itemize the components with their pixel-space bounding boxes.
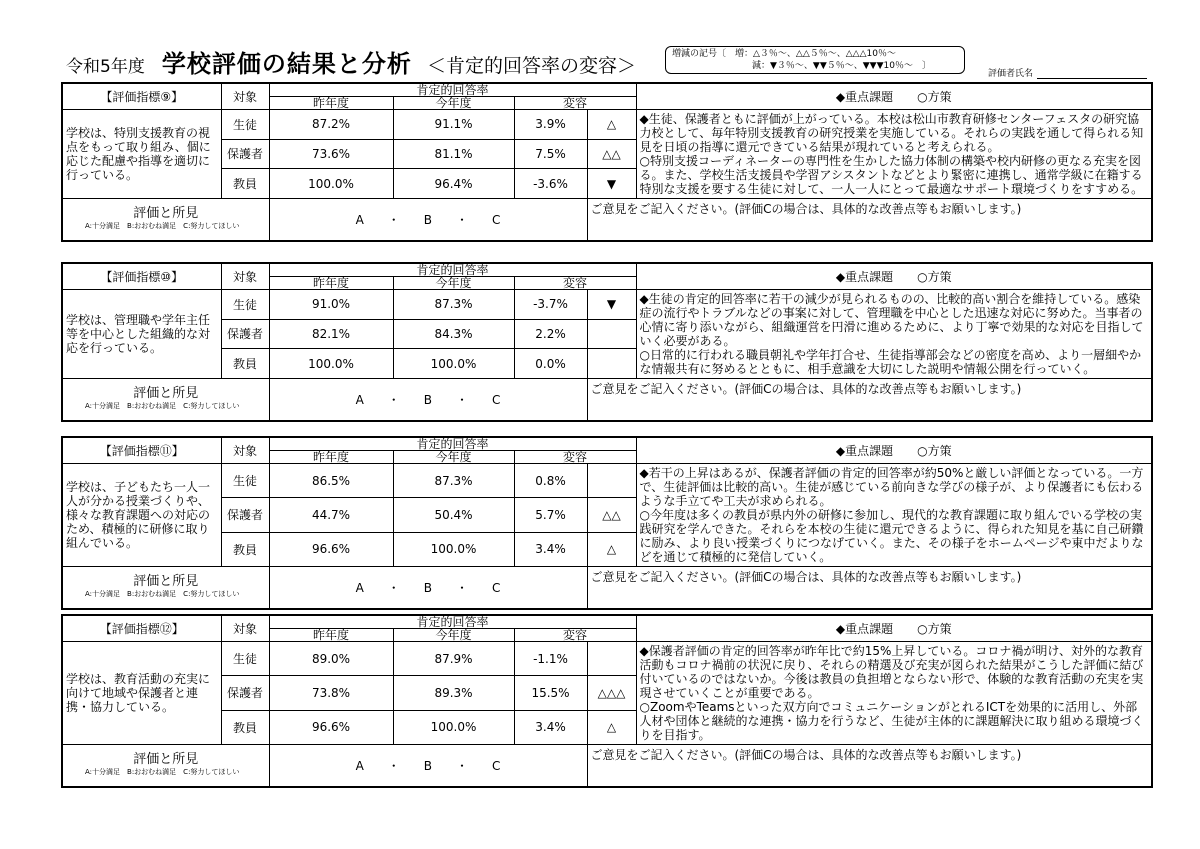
this-year-value: 100.0% bbox=[393, 532, 514, 566]
analysis-text bbox=[636, 110, 1152, 199]
indicator-index: 【評価指標⑫】 bbox=[62, 615, 221, 642]
last-year-header: 昨年度 bbox=[269, 97, 393, 110]
last-year-value: 91.0% bbox=[269, 290, 393, 320]
evaluation-title: 評価と所見 bbox=[133, 386, 199, 402]
last-year-header: 昨年度 bbox=[269, 451, 393, 464]
indicator-description: 学校は、子どもたち一人一人が分かる授業づくりや、様々な教育課題への対応のため、積極的に研修に取り組んでいる。 bbox=[62, 464, 221, 567]
target-cell: 教員 bbox=[221, 532, 269, 566]
comment-field[interactable]: ご意見をご記入ください。(評価Cの場合は、具体的な改善点等もお願いします。) bbox=[587, 567, 1152, 609]
change-value: 7.5% bbox=[514, 139, 587, 169]
evaluation-scale: A:十分満足 B:おおむね満足 C:努力してほしい bbox=[85, 768, 240, 777]
page-title: 学校評価の結果と分析 bbox=[161, 50, 412, 78]
change-value: 3.4% bbox=[514, 710, 587, 744]
change-value: 5.7% bbox=[514, 498, 587, 532]
analysis-text bbox=[636, 464, 1152, 567]
change-value: -3.6% bbox=[514, 169, 587, 199]
change-header: 変容 bbox=[514, 97, 636, 110]
change-mark bbox=[587, 349, 636, 379]
this-year-value: 91.1% bbox=[393, 110, 514, 140]
table-row bbox=[62, 464, 1152, 498]
change-mark bbox=[587, 642, 636, 676]
last-year-value: 100.0% bbox=[269, 169, 393, 199]
rate-header: 肯定的回答率 bbox=[269, 437, 636, 451]
evaluation-block bbox=[61, 614, 1153, 788]
table-row bbox=[62, 110, 1152, 140]
indicator-description: 学校は、教育活動の充実に向けて地域や保護者と連携・協力している。 bbox=[62, 642, 221, 745]
grade-choice[interactable]: A・B・C bbox=[269, 567, 587, 609]
this-year-value: 87.3% bbox=[393, 464, 514, 498]
this-year-header: 今年度 bbox=[393, 629, 514, 642]
evaluation-title: 評価と所見 bbox=[133, 574, 199, 590]
this-year-value: 100.0% bbox=[393, 710, 514, 744]
grade-choice[interactable]: A・B・C bbox=[269, 199, 587, 241]
indicator-index: 【評価指標⑩】 bbox=[62, 263, 221, 290]
target-cell: 教員 bbox=[221, 710, 269, 744]
analysis-paragraph: ◆保護者評価の肯定的回答率が昨年比で約15%上昇している。コロナ禍が明け、対外的な教育活動もコロナ禍前の状況に戻り、それらの精選及び充実が図られた結果がこうした評価に結び付いているのではないか。今後は教員の負担増とならない形で、体験的な教育活動の充実を実現させていくことが重要である。 ○ZoomやTeamsといった双方向でコミュニケーションがとれるICTを効果的に活用し、外部人材や団体と継続的な連携・協力を行うなど、生徒が主体的に課題解決に取り組める環境づくりを目指す。 bbox=[639, 644, 1144, 742]
evaluation-block bbox=[61, 436, 1153, 610]
indicator-index: 【評価指標⑪】 bbox=[62, 437, 221, 464]
change-mark: △ bbox=[587, 110, 636, 140]
rate-header: 肯定的回答率 bbox=[269, 83, 636, 97]
evaluator-label: 評価者氏名 bbox=[988, 69, 1034, 79]
change-value: -3.7% bbox=[514, 290, 587, 320]
last-year-value: 86.5% bbox=[269, 464, 393, 498]
last-year-header: 昨年度 bbox=[269, 629, 393, 642]
evaluation-title: 評価と所見 bbox=[133, 752, 199, 768]
change-value: 2.2% bbox=[514, 319, 587, 349]
target-cell: 教員 bbox=[221, 349, 269, 379]
last-year-value: 87.2% bbox=[269, 110, 393, 140]
last-year-value: 96.6% bbox=[269, 710, 393, 744]
last-year-value: 82.1% bbox=[269, 319, 393, 349]
target-cell: 生徒 bbox=[221, 642, 269, 676]
target-cell: 生徒 bbox=[221, 464, 269, 498]
target-header: 対象 bbox=[221, 437, 269, 464]
target-cell: 保護者 bbox=[221, 319, 269, 349]
comment-field[interactable]: ご意見をご記入ください。(評価Cの場合は、具体的な改善点等もお願いします。) bbox=[587, 379, 1152, 421]
indicator-description: 学校は、特別支援教育の視点をもって取り組み、個に応じた配慮や指導を適切に行っている。 bbox=[62, 110, 221, 199]
table-row bbox=[62, 290, 1152, 320]
this-year-header: 今年度 bbox=[393, 277, 514, 290]
comment-field[interactable]: ご意見をご記入ください。(評価Cの場合は、具体的な改善点等もお願いします。) bbox=[587, 199, 1152, 241]
indicator-description: 学校は、管理職や学年主任等を中心とした組織的な対応を行っている。 bbox=[62, 290, 221, 379]
last-year-value: 89.0% bbox=[269, 642, 393, 676]
evaluation-scale: A:十分満足 B:おおむね満足 C:努力してほしい bbox=[85, 402, 240, 411]
change-mark: △△ bbox=[587, 139, 636, 169]
this-year-header: 今年度 bbox=[393, 97, 514, 110]
last-year-value: 73.6% bbox=[269, 139, 393, 169]
focus-header: ◆重点課題 ○方策 bbox=[636, 615, 1152, 642]
legend-decrease: 減：▼３％～、▼▼５％～、▼▼▼10％～ 〕 bbox=[752, 61, 931, 71]
change-value: 15.5% bbox=[514, 676, 587, 710]
change-symbol-legend bbox=[665, 46, 965, 74]
change-mark bbox=[587, 319, 636, 349]
this-year-value: 50.4% bbox=[393, 498, 514, 532]
focus-header: ◆重点課題 ○方策 bbox=[636, 437, 1152, 464]
last-year-value: 44.7% bbox=[269, 498, 393, 532]
rate-header: 肯定的回答率 bbox=[269, 615, 636, 629]
evaluation-label-cell bbox=[62, 199, 269, 241]
change-mark: ▼ bbox=[587, 290, 636, 320]
indicator-index: 【評価指標⑨】 bbox=[62, 83, 221, 110]
legend-increase: 増減の記号〔 増：△３％～、△△５％～、△△△10％～ bbox=[672, 49, 896, 59]
analysis-paragraph: ◆生徒、保護者ともに評価が上がっている。本校は松山市教育研修センターフェスタの研究協力校として、毎年特別支援教育の研究授業を実施している。それらの実践を通して得られる知見を日頃の指導に還元できている結果が現れていると考えられる。 ○特別支援コーディネーターの専門性を生かした協力体制の構築や校内研修の更なる充実を図る。また、学校生活支援員や学習アシスタントなどとより緊密に連携し、通常学級に在籍する特別な支援を要する生徒に対して、一人一人にとって最適なサポート環境づくりをすすめる。 bbox=[639, 112, 1144, 196]
this-year-value: 84.3% bbox=[393, 319, 514, 349]
analysis-paragraph: ◆若干の上昇はあるが、保護者評価の肯定的回答率が約50%と厳しい評価となっている。一方で、生徒評価は比較的高い。生徒が感じている前向きな学びの様子が、より保護者にも伝わるような手立てや工夫が求められる。 ○今年度は多くの教員が県内外の研修に参加し、現代的な教育課題に取り組んでいる学校の実践研究を学んできた。それらを本校の生徒に還元できるように、得られた知見を基に自己研鑽に励み、より良い授業づくりにつなげていく。また、その様子をホームページや東中だよりなどを通じて積極的に発信していく。 bbox=[639, 466, 1144, 564]
rate-header: 肯定的回答率 bbox=[269, 263, 636, 277]
this-year-value: 96.4% bbox=[393, 169, 514, 199]
target-cell: 生徒 bbox=[221, 290, 269, 320]
fiscal-year: 令和5年度 bbox=[66, 57, 145, 77]
evaluation-title: 評価と所見 bbox=[133, 206, 199, 222]
last-year-header: 昨年度 bbox=[269, 277, 393, 290]
change-value: -1.1% bbox=[514, 642, 587, 676]
target-cell: 教員 bbox=[221, 169, 269, 199]
change-header: 変容 bbox=[514, 629, 636, 642]
change-value: 0.8% bbox=[514, 464, 587, 498]
page-header bbox=[66, 44, 636, 79]
change-mark bbox=[587, 464, 636, 498]
analysis-text bbox=[636, 290, 1152, 379]
change-header: 変容 bbox=[514, 451, 636, 464]
change-mark: △△△ bbox=[587, 676, 636, 710]
last-year-value: 100.0% bbox=[269, 349, 393, 379]
target-header: 対象 bbox=[221, 263, 269, 290]
evaluator-name-line[interactable] bbox=[1037, 78, 1147, 79]
change-mark: △ bbox=[587, 710, 636, 744]
change-mark: △△ bbox=[587, 498, 636, 532]
this-year-value: 89.3% bbox=[393, 676, 514, 710]
evaluation-block bbox=[61, 262, 1153, 422]
target-header: 対象 bbox=[221, 615, 269, 642]
last-year-value: 73.8% bbox=[269, 676, 393, 710]
change-value: 3.4% bbox=[514, 532, 587, 566]
change-value: 0.0% bbox=[514, 349, 587, 379]
evaluation-scale: A:十分満足 B:おおむね満足 C:努力してほしい bbox=[85, 590, 240, 599]
analysis-paragraph: ◆生徒の肯定的回答率に若干の減少が見られるものの、比較的高い割合を維持している。感染症の流行やトラブルなどの事案に対して、管理職を中心とした迅速な対応に努めた。当事者の心情に寄り添いながら、組織運営を円滑に進めるために、より丁寧で効果的な対応を目指していく必要がある。 ○日常的に行われる職員朝礼や学年打合せ、生徒指導部会などの密度を高め、より一層細やかな情報共有に努めるとともに、相手意識を大切にした説明や情報公開を行っていく。 bbox=[639, 292, 1144, 376]
this-year-value: 100.0% bbox=[393, 349, 514, 379]
evaluation-block bbox=[61, 82, 1153, 242]
grade-choice[interactable]: A・B・C bbox=[269, 379, 587, 421]
focus-header: ◆重点課題 ○方策 bbox=[636, 83, 1152, 110]
target-cell: 保護者 bbox=[221, 498, 269, 532]
this-year-value: 87.3% bbox=[393, 290, 514, 320]
evaluation-label-cell bbox=[62, 379, 269, 421]
change-header: 変容 bbox=[514, 277, 636, 290]
grade-choice[interactable]: A・B・C bbox=[269, 745, 587, 787]
evaluation-label-cell bbox=[62, 745, 269, 787]
this-year-value: 87.9% bbox=[393, 642, 514, 676]
analysis-text bbox=[636, 642, 1152, 745]
table-row bbox=[62, 642, 1152, 676]
change-mark: ▼ bbox=[587, 169, 636, 199]
page-subtitle: ＜肯定的回答率の変容＞ bbox=[427, 55, 637, 77]
evaluation-scale: A:十分満足 B:おおむね満足 C:努力してほしい bbox=[85, 222, 240, 231]
this-year-value: 81.1% bbox=[393, 139, 514, 169]
this-year-header: 今年度 bbox=[393, 451, 514, 464]
target-cell: 保護者 bbox=[221, 139, 269, 169]
evaluation-label-cell bbox=[62, 567, 269, 609]
target-cell: 生徒 bbox=[221, 110, 269, 140]
target-cell: 保護者 bbox=[221, 676, 269, 710]
focus-header: ◆重点課題 ○方策 bbox=[636, 263, 1152, 290]
change-value: 3.9% bbox=[514, 110, 587, 140]
evaluator-name bbox=[988, 66, 1147, 79]
change-mark: △ bbox=[587, 532, 636, 566]
last-year-value: 96.6% bbox=[269, 532, 393, 566]
comment-field[interactable]: ご意見をご記入ください。(評価Cの場合は、具体的な改善点等もお願いします。) bbox=[587, 745, 1152, 787]
target-header: 対象 bbox=[221, 83, 269, 110]
